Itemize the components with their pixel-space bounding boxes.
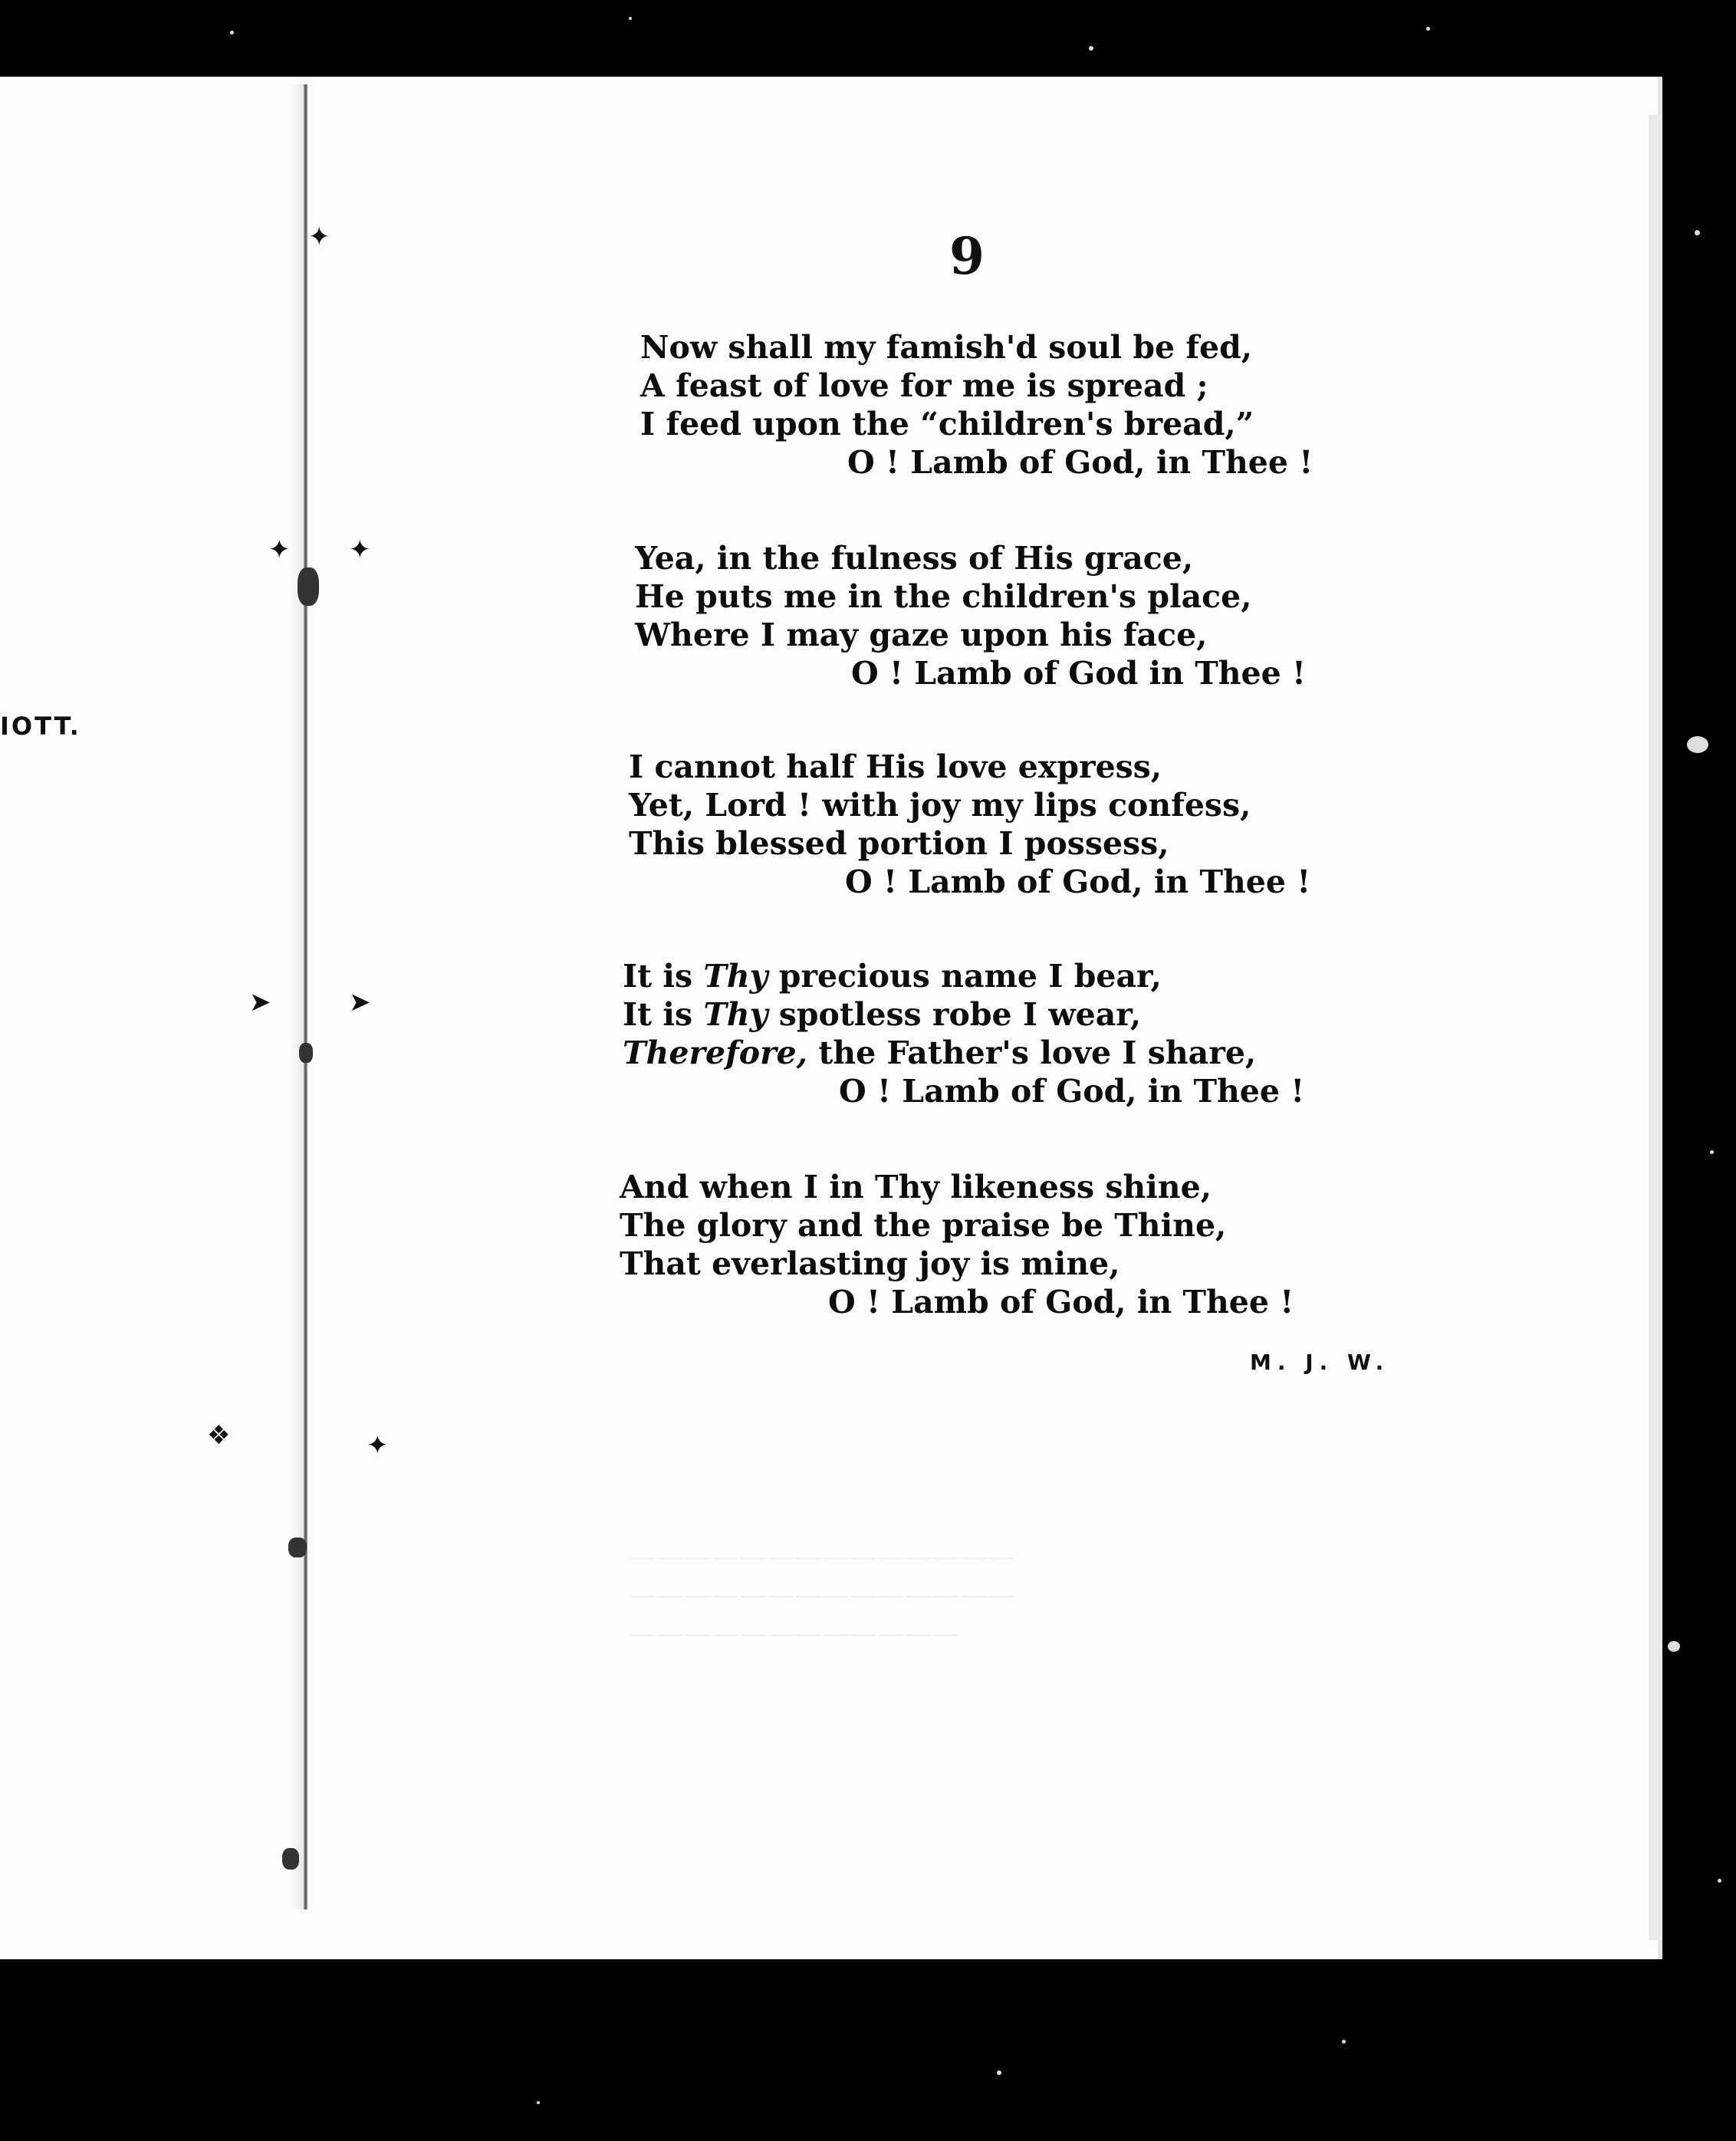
binding-blot <box>288 1538 307 1557</box>
dust-speck <box>1710 1150 1714 1154</box>
dust-speck <box>537 2101 540 2104</box>
verse-line: He puts me in the children's place, <box>635 578 1252 615</box>
refrain-line: O ! Lamb of God in Thee ! <box>851 655 1306 692</box>
binding-mark: ✦ <box>349 534 371 565</box>
verse-line: That everlasting joy is mine, <box>620 1245 1120 1282</box>
refrain-line: O ! Lamb of God, in Thee ! <box>828 1284 1294 1320</box>
dust-speck <box>997 2070 1001 2075</box>
verse-line: I cannot half His love express, <box>629 748 1162 785</box>
verse-line: A feast of love for me is spread ; <box>640 367 1208 404</box>
verse-line: Now shall my famish'd soul be fed, <box>640 329 1253 366</box>
dust-speck <box>1718 1879 1721 1883</box>
gutter-shadow <box>290 84 304 1909</box>
stanza <box>623 957 1304 1110</box>
dust-speck <box>1342 2040 1346 2044</box>
binding-mark: ✦ <box>268 534 291 565</box>
binding-blot <box>299 1043 313 1063</box>
verse-emphasis: Therefore, <box>623 1034 808 1071</box>
bleed-through-text: —————————————— <box>629 1580 1015 1611</box>
verse-text: precious name I bear, <box>768 958 1162 995</box>
binding-mark: ➤ <box>349 987 371 1018</box>
dust-speck <box>1426 27 1430 31</box>
verse-line: Yea, in the fulness of His grace, <box>635 540 1194 577</box>
verse-emphasis: Thy <box>703 996 768 1033</box>
stanza <box>620 1168 1294 1321</box>
stanza <box>640 328 1313 482</box>
verse-line: The glory and the praise be Thine, <box>620 1207 1227 1244</box>
verse-line <box>623 995 1304 1034</box>
stanza <box>629 748 1310 901</box>
verse-text: It is <box>623 996 704 1033</box>
left-page-fragment: IOTT. <box>0 712 81 741</box>
dust-speck <box>230 31 234 35</box>
page-number: 9 <box>949 226 985 286</box>
verse-line: I feed upon the “children's bread,” <box>640 406 1254 442</box>
verse-line <box>623 1034 1304 1072</box>
verse-line: This blessed portion I possess, <box>629 825 1169 862</box>
verse-line: Where I may gaze upon his face, <box>635 617 1208 653</box>
author-initials: M. J. W. <box>1250 1350 1390 1375</box>
bleed-through-text: —————————————— <box>629 1541 1015 1573</box>
refrain-line: O ! Lamb of God, in Thee ! <box>847 444 1314 481</box>
verse-line <box>623 957 1304 995</box>
verse-text: It is <box>623 958 704 995</box>
dust-speck <box>1089 46 1093 51</box>
dust-speck <box>1687 736 1708 753</box>
refrain-line: O ! Lamb of God, in Thee ! <box>839 1073 1305 1110</box>
dust-speck <box>1668 1641 1680 1652</box>
bleed-through-text: ———————————— <box>629 1618 960 1649</box>
binding-blot <box>282 1848 299 1870</box>
page-edge <box>1649 115 1662 1940</box>
gutter-fold <box>304 84 307 1909</box>
refrain-line: O ! Lamb of God, in Thee ! <box>845 863 1311 900</box>
binding-mark: ✦ <box>367 1430 389 1461</box>
dust-speck <box>1695 230 1700 235</box>
binding-mark: ➤ <box>249 987 271 1018</box>
stanza <box>635 539 1306 692</box>
binding-mark: ❖ <box>207 1420 231 1451</box>
verse-line: Yet, Lord ! with joy my lips confess, <box>629 787 1251 824</box>
verse-text: spotless robe I wear, <box>768 996 1142 1033</box>
binding-blot <box>298 567 319 606</box>
verse-text: the Father's love I share, <box>807 1034 1257 1071</box>
dust-speck <box>629 17 632 20</box>
verse-line: And when I in Thy likeness shine, <box>620 1169 1212 1205</box>
binding-mark: ✦ <box>308 222 330 252</box>
verse-emphasis: Thy <box>703 958 768 995</box>
